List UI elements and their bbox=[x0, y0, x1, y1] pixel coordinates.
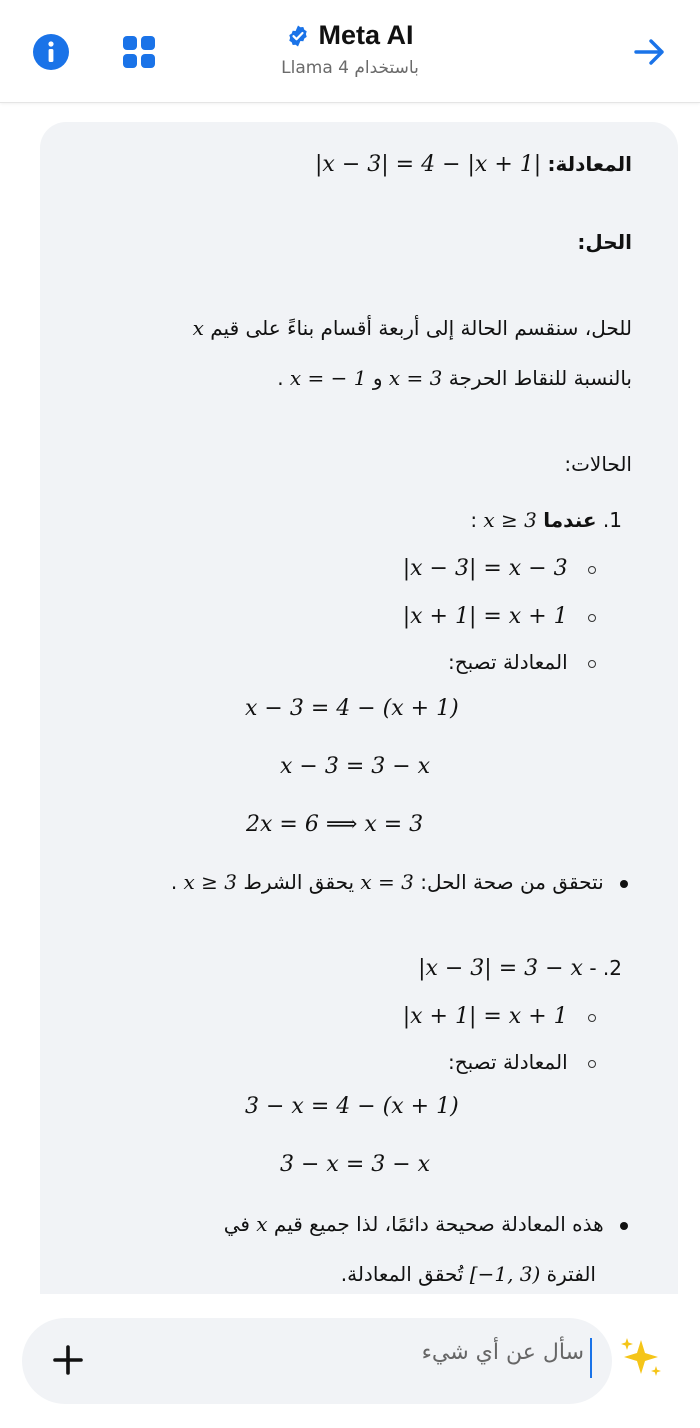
case2-note-line-2: الفترة [−1, 3) تُحقق المعادلة. bbox=[340, 1262, 596, 1286]
sparkle-icon bbox=[618, 1334, 664, 1380]
equation-line bbox=[315, 152, 632, 177]
hollow-bullet-icon bbox=[588, 566, 596, 574]
plus-icon bbox=[50, 1342, 86, 1378]
cases-heading: الحالات: bbox=[564, 452, 632, 476]
case2-item-2: المعادلة تصبح: bbox=[448, 1050, 596, 1074]
verified-badge-icon bbox=[286, 24, 310, 48]
top-bar bbox=[0, 0, 700, 103]
case2-eq-2: 3 − x = 3 − x bbox=[280, 1152, 431, 1177]
hollow-bullet-icon bbox=[588, 1060, 596, 1068]
intro-line-1 bbox=[193, 316, 632, 340]
case1-heading: 1. عندما x ≥ 3 : bbox=[470, 508, 622, 532]
intro-text-1: للحل، سنقسم الحالة إلى أربعة أقسام بناءً على قيم bbox=[210, 316, 632, 340]
case1-item-3: المعادلة تصبح: bbox=[448, 650, 596, 674]
bullet-icon bbox=[620, 880, 628, 888]
case1-item-1: |x − 3| = x − 3 bbox=[403, 556, 596, 581]
chat-title bbox=[0, 20, 700, 78]
case2-heading: 2. - |x − 3| = 3 − x bbox=[418, 956, 622, 981]
case2-number: 2. bbox=[602, 956, 622, 980]
model-subtitle: باستخدام Llama 4 bbox=[281, 57, 419, 78]
ai-sparkle-button[interactable] bbox=[618, 1334, 664, 1380]
arrow-right-icon bbox=[630, 32, 670, 72]
case1-item-2: |x + 1| = x + 1 bbox=[403, 604, 596, 629]
text-caret bbox=[590, 1338, 592, 1378]
case2-eq-1: 3 − x = 4 − (x + 1) bbox=[245, 1094, 459, 1119]
intro-math-2: x = 3 bbox=[388, 366, 443, 390]
intro-math-1: x bbox=[192, 316, 204, 340]
intro-text-2: بالنسبة للنقاط الحرجة bbox=[448, 366, 632, 390]
intro-math-3: x = − 1 bbox=[289, 366, 367, 390]
message-input[interactable]: سأل عن أي شيء bbox=[421, 1340, 584, 1365]
message-composer[interactable] bbox=[22, 1318, 612, 1404]
intro-and: و bbox=[372, 366, 383, 390]
intro-line-2: بالنسبة للنقاط الحرجة x = 3 و x = − 1 . bbox=[277, 366, 632, 390]
equation-label: المعادلة: bbox=[547, 152, 632, 176]
hollow-bullet-icon bbox=[588, 660, 596, 668]
case1-when: عندما bbox=[543, 508, 597, 532]
hollow-bullet-icon bbox=[588, 1014, 596, 1022]
case1-condition: x ≥ 3 bbox=[483, 508, 537, 532]
solution-heading: الحل: bbox=[577, 230, 632, 254]
hollow-bullet-icon bbox=[588, 614, 596, 622]
page-title: Meta AI bbox=[318, 20, 414, 50]
case1-eq-2: x − 3 = 3 − x bbox=[280, 754, 431, 779]
ai-message-bubble bbox=[40, 122, 678, 1294]
case1-check: نتحقق من صحة الحل: x = 3 يحقق الشرط x ≥ 3 . bbox=[171, 870, 628, 894]
attach-button[interactable] bbox=[50, 1342, 86, 1378]
case1-number: 1. bbox=[602, 508, 622, 532]
forward-button[interactable] bbox=[628, 30, 672, 74]
case1-eq-1: x − 3 = 4 − (x + 1) bbox=[245, 696, 459, 721]
case1-eq-3: 2x = 6 ⟹ x = 3 bbox=[246, 812, 424, 837]
case2-item-1: |x + 1| = x + 1 bbox=[403, 1004, 596, 1029]
bullet-icon bbox=[620, 1222, 628, 1230]
case2-note-line-1: هذه المعادلة صحيحة دائمًا، لذا جميع قيم x في bbox=[224, 1212, 628, 1236]
equation-math: |x − 3| = 4 − |x + 1| bbox=[315, 152, 542, 177]
